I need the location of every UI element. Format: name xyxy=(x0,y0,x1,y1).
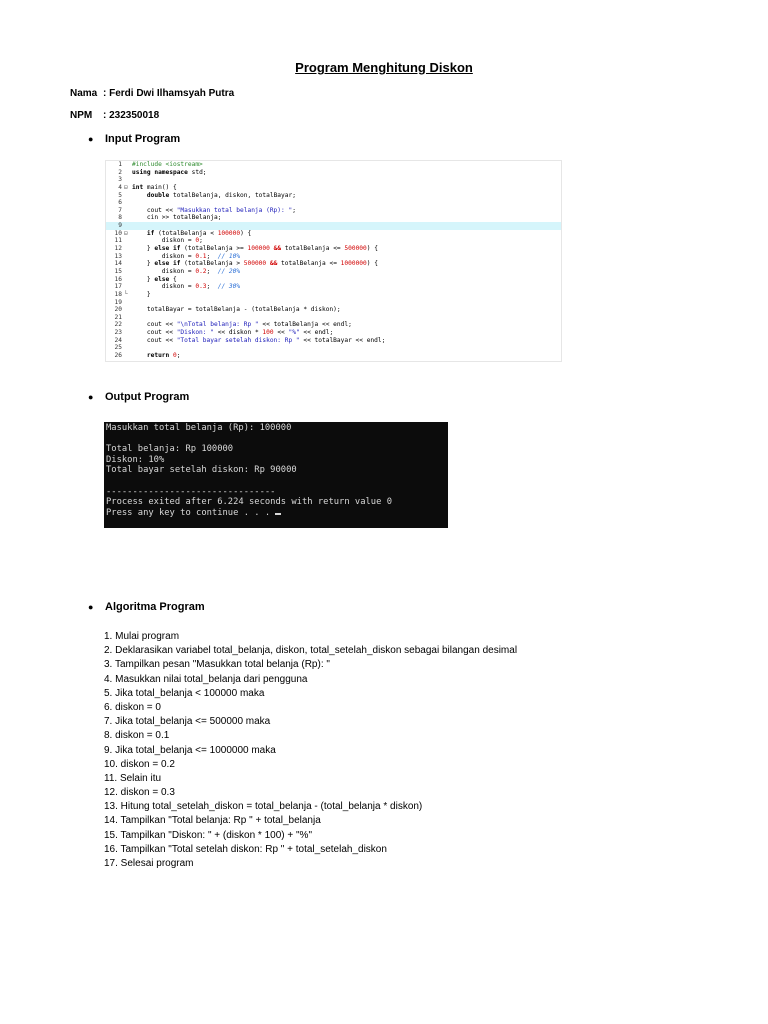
line-number: 17 xyxy=(114,283,122,291)
code-line xyxy=(106,169,561,177)
algorithm-step: 8. diskon = 0.1 xyxy=(104,730,170,742)
algorithm-step: 1. Mulai program xyxy=(104,631,180,642)
section-input-heading xyxy=(88,133,180,145)
console-line: Total bayar setelah diskon: Rp 90000 xyxy=(106,465,297,476)
algorithm-step: 17. Selesai program xyxy=(104,858,194,869)
algorithm-step: 4. Masukkan nilai total_belanja dari pengguna xyxy=(104,673,308,685)
line-number: 11 xyxy=(114,237,122,245)
code-line xyxy=(106,321,561,329)
fold-marker-icon: └ xyxy=(124,290,128,298)
line-number: 20 xyxy=(114,306,122,314)
code-text: diskon = 0.3; // 30% xyxy=(132,283,241,291)
code-line xyxy=(106,291,561,299)
page-title: Program Menghitung Diskon xyxy=(295,60,473,75)
code-text: cout << "Masukkan total belanja (Rp): "; xyxy=(132,206,296,214)
code-editor-screenshot xyxy=(105,160,562,362)
line-number: 22 xyxy=(114,321,122,329)
console-line: Diskon: 10% xyxy=(106,454,165,465)
fold-marker-icon: ⊟ xyxy=(124,183,128,191)
line-number: 23 xyxy=(114,329,122,337)
code-text: using namespace std; xyxy=(132,168,207,176)
algorithm-step: 13. Hitung total_setelah_diskon = total_belanja - (total_belanja * diskon) xyxy=(104,801,423,813)
line-number: 7 xyxy=(118,206,122,214)
code-line xyxy=(106,237,561,245)
algorithm-step: 14. Tampilkan "Total belanja: Rp " + total_belanja xyxy=(104,815,321,827)
code-line xyxy=(106,352,561,360)
line-number: 25 xyxy=(114,344,122,352)
line-number: 19 xyxy=(114,298,122,306)
code-line xyxy=(106,214,561,222)
code-line xyxy=(106,344,561,352)
line-number: 5 xyxy=(118,191,122,199)
console-line: -------------------------------- xyxy=(106,486,276,497)
code-line xyxy=(106,207,561,215)
line-number: 2 xyxy=(118,168,122,176)
line-number: 12 xyxy=(114,245,122,253)
code-line xyxy=(106,230,561,238)
section-output-heading xyxy=(88,391,189,403)
code-line xyxy=(106,184,561,192)
code-text: int main() { xyxy=(132,183,177,191)
code-text: } else if (totalBelanja > 500000 && totalBelanja <= 1000000) { xyxy=(132,260,378,268)
code-line xyxy=(106,176,561,184)
code-line xyxy=(106,199,561,207)
console-line: Total belanja: Rp 100000 xyxy=(106,444,234,455)
code-line xyxy=(106,245,561,253)
line-number: 15 xyxy=(114,267,122,275)
algorithm-list xyxy=(104,630,517,871)
console-line: Press any key to continue . . . xyxy=(105,508,448,519)
line-number: 13 xyxy=(114,252,122,260)
npm-row xyxy=(70,110,159,121)
algorithm-step: 5. Jika total_belanja < 100000 maka xyxy=(104,687,265,699)
fold-marker-icon: ⊟ xyxy=(124,229,128,237)
npm-label: NPM xyxy=(70,110,93,121)
line-number: 10 xyxy=(114,229,122,237)
code-text: return 0; xyxy=(146,352,181,360)
algorithm-step: 7. Jika total_belanja <= 500000 maka xyxy=(104,716,271,728)
console-line xyxy=(105,476,448,487)
code-text: diskon = 0.1; // 10% xyxy=(132,252,241,260)
algorithm-step: 6. diskon = 0 xyxy=(104,701,161,713)
code-line xyxy=(106,306,561,314)
code-line xyxy=(106,161,561,169)
code-text: cout << "\nTotal belanja: Rp " << totalBelanja << endl; xyxy=(132,321,352,329)
code-text: cout << "Diskon: " << diskon * 100 << "%" << endl; xyxy=(132,329,334,337)
algorithm-step: 16. Tampilkan "Total setelah diskon: Rp " + total_setelah_diskon xyxy=(104,843,387,855)
code-line xyxy=(106,337,561,345)
line-number: 14 xyxy=(114,260,122,268)
section-algorithm-label: Algoritma Program xyxy=(105,601,205,613)
console-line: Process exited after 6.224 seconds with return value 0 xyxy=(106,497,392,508)
line-number: 4 xyxy=(118,183,122,191)
name-label: Nama xyxy=(70,88,98,99)
console-line xyxy=(105,434,448,445)
line-number: 3 xyxy=(118,176,122,184)
algorithm-step: 11. Selain itu xyxy=(104,772,162,784)
code-text: diskon = 0; xyxy=(132,237,203,245)
console-line: Masukkan total belanja (Rp): 100000 xyxy=(106,423,292,433)
algorithm-step: 12. diskon = 0.3 xyxy=(104,787,175,799)
code-line xyxy=(106,314,561,322)
algorithm-step: 3. Tampilkan pesan "Masukkan total belanja (Rp): " xyxy=(104,659,330,671)
line-number: 6 xyxy=(118,199,122,207)
name-value: : Ferdi Dwi Ilhamsyah Putra xyxy=(103,88,235,99)
code-text: #include <iostream> xyxy=(132,161,203,168)
line-number: 16 xyxy=(114,275,122,283)
line-number: 8 xyxy=(118,214,122,222)
algorithm-step: 15. Tampilkan "Diskon: " + (diskon * 100) + "%" xyxy=(104,829,313,841)
code-text: } xyxy=(132,290,151,298)
code-line xyxy=(106,268,561,276)
code-text: totalBayar = totalBelanja - (totalBelanja * diskon); xyxy=(132,306,341,314)
code-text: if (totalBelanja < 100000) { xyxy=(146,229,252,237)
bullet-icon: ● xyxy=(88,602,94,612)
algorithm-step: 2. Deklarasikan variabel total_belanja, diskon, total_setelah_diskon sebagai bilangan desimal xyxy=(104,645,518,657)
section-input-label: Input Program xyxy=(105,133,181,145)
line-number: 24 xyxy=(114,336,122,344)
cursor-icon xyxy=(275,513,281,515)
algorithm-step: 9. Jika total_belanja <= 1000000 maka xyxy=(104,744,276,756)
line-number: 18 xyxy=(114,290,122,298)
code-line xyxy=(106,192,561,200)
npm-value: : 232350018 xyxy=(103,110,160,121)
code-line xyxy=(106,276,561,284)
code-text: } else if (totalBelanja >= 100000 && totalBelanja <= 500000) { xyxy=(132,245,378,253)
line-number: 26 xyxy=(114,352,122,360)
bullet-icon: ● xyxy=(88,392,94,402)
code-line xyxy=(106,283,561,291)
code-line xyxy=(106,299,561,307)
name-row xyxy=(70,88,234,99)
bullet-icon: ● xyxy=(88,134,94,144)
code-line xyxy=(106,329,561,337)
line-number: 1 xyxy=(118,161,122,168)
console-output-screenshot xyxy=(104,422,448,528)
code-text: double totalBelanja, diskon, totalBayar; xyxy=(146,191,296,199)
code-line xyxy=(106,260,561,268)
code-line xyxy=(106,222,561,230)
section-output-label: Output Program xyxy=(105,391,190,403)
line-number: 21 xyxy=(114,313,122,321)
code-text: } else { xyxy=(132,275,177,283)
section-algorithm-heading xyxy=(88,601,205,613)
code-text: cin >> totalBelanja; xyxy=(132,214,222,222)
line-number: 9 xyxy=(118,222,122,230)
code-text: diskon = 0.2; // 20% xyxy=(132,267,241,275)
code-text: cout << "Total bayar setelah diskon: Rp " << totalBayar << endl; xyxy=(132,336,386,344)
algorithm-step: 10. diskon = 0.2 xyxy=(104,758,175,770)
